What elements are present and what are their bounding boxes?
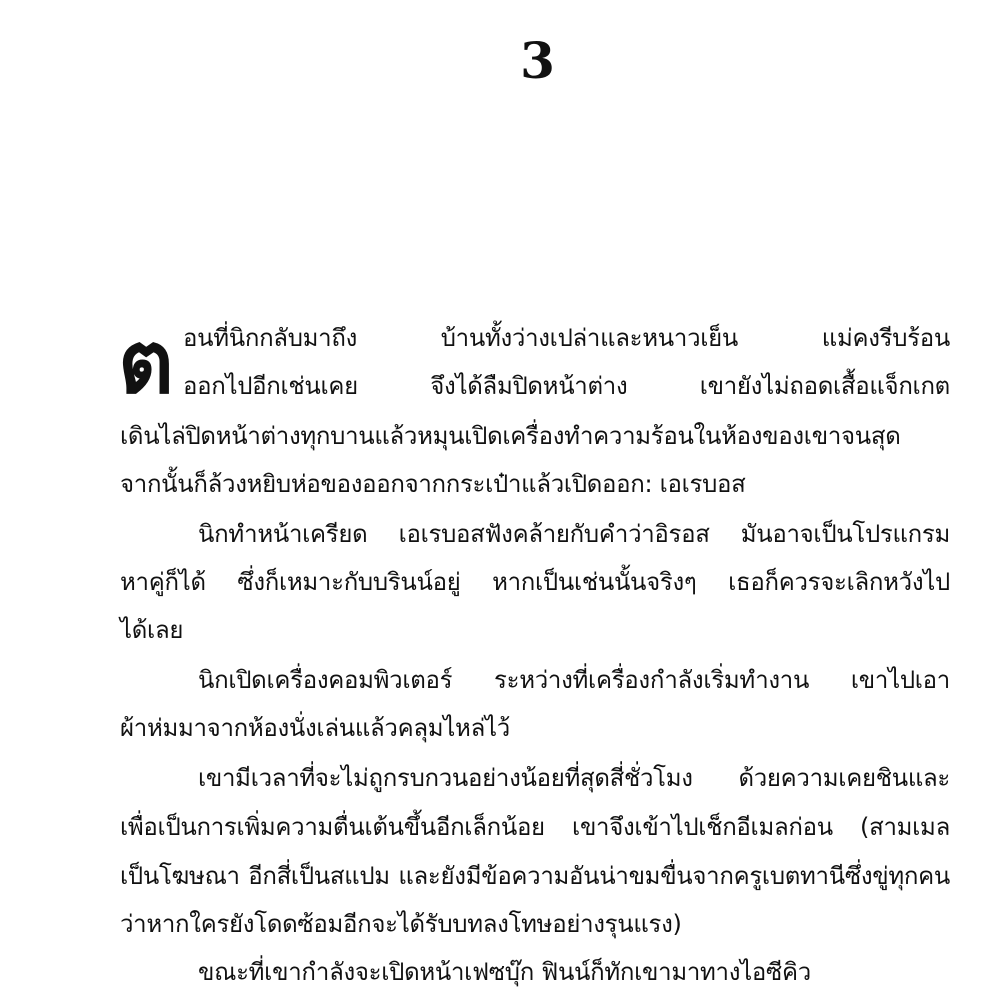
text-segment: เธอก็ควรจะเลิกหวังไป (728, 568, 950, 596)
text-line (198, 668, 950, 692)
text-segment: ออกไปอีกเช่นเคย (183, 372, 358, 400)
text-segment: (สามเมล (860, 813, 950, 841)
text-segment: ได้เลย (120, 616, 184, 644)
text-segment: เขามีเวลาที่จะไม่ถูกรบกวนอย่างน้อยที่สุดสี่ชั่วโมง (198, 764, 693, 792)
text-line (120, 716, 510, 740)
text-segment: เขาจึงเข้าไปเช็กอีเมลก่อน (572, 813, 833, 841)
text-segment: เขายังไม่ถอดเสื้อแจ็กเกต (699, 372, 950, 400)
text-segment: อนที่นิกกลับมาถึง (183, 324, 357, 352)
text-segment: เป็นโฆษณา (120, 862, 240, 890)
text-segment: เขาไปเอา (850, 666, 950, 694)
text-segment: ว่าหากใครยังโดดซ้อมอีกจะได้รับบทลงโทษอย่างรุนแรง) (120, 910, 682, 938)
text-segment: นิกเปิดเครื่องคอมพิวเตอร์ (198, 666, 453, 694)
text-segment: ซึ่งก็เหมาะกับบรินน์อยู่ (237, 568, 461, 596)
text-segment: เพื่อเป็นการเพิ่มความตื่นเต้นขึ้นอีกเล็กน้อย (120, 813, 545, 841)
text-line (120, 815, 950, 839)
text-line (183, 374, 950, 398)
text-line (198, 522, 950, 546)
text-line (198, 766, 950, 790)
text-line (120, 472, 746, 496)
text-line (120, 912, 682, 936)
text-line (120, 424, 901, 448)
text-segment: หาคู่ก็ได้ (120, 568, 206, 596)
text-line (120, 864, 950, 888)
text-segment: และยังมีข้อความอันน่าขมขื่นจากครูเบตทานีซึ่งขู่ทุกคน (398, 862, 950, 890)
text-segment: มันอาจเป็นโปรแกรม (740, 520, 950, 548)
text-line (198, 960, 811, 984)
text-segment: แม่คงรีบร้อน (821, 324, 950, 352)
text-line (120, 570, 950, 594)
text-segment: นิกทำหน้าเครียด (198, 520, 368, 548)
text-segment: ขณะที่เขากำลังจะเปิดหน้าเฟซบุ๊ก ฟินน์ก็ทักเขามาทางไอซีคิว (198, 958, 811, 986)
text-segment: อีกสี่เป็นสแปม (248, 862, 390, 890)
text-segment: จึงได้ลืมปิดหน้าต่าง (430, 372, 628, 400)
text-line (120, 618, 183, 642)
text-segment: บ้านทั้งว่างเปล่าและหนาวเย็น (440, 324, 739, 352)
text-segment: จากนั้นก็ล้วงหยิบห่อของออกจากกระเป๋าแล้วเปิดออก: เอเรบอส (120, 470, 746, 498)
text-segment: เอเรบอสฟังคล้ายกับคำว่าอิรอส (398, 520, 710, 548)
text-segment: เดินไล่ปิดหน้าต่างทุกบานแล้วหมุนเปิดเครื่องทำความร้อนในห้องของเขาจนสุด (120, 422, 901, 450)
text-line (183, 326, 950, 350)
text-segment: หากเป็นเช่นนั้นจริงๆ (492, 568, 697, 596)
drop-cap: ต (118, 313, 174, 413)
text-segment: ระหว่างที่เครื่องกำลังเริ่มทำงาน (494, 666, 810, 694)
chapter-number: 3 (520, 31, 555, 90)
text-segment: ด้วยความเคยชินและ (738, 764, 950, 792)
text-segment: ผ้าห่มมาจากห้องนั่งเล่นแล้วคลุมไหล่ไว้ (120, 714, 510, 742)
